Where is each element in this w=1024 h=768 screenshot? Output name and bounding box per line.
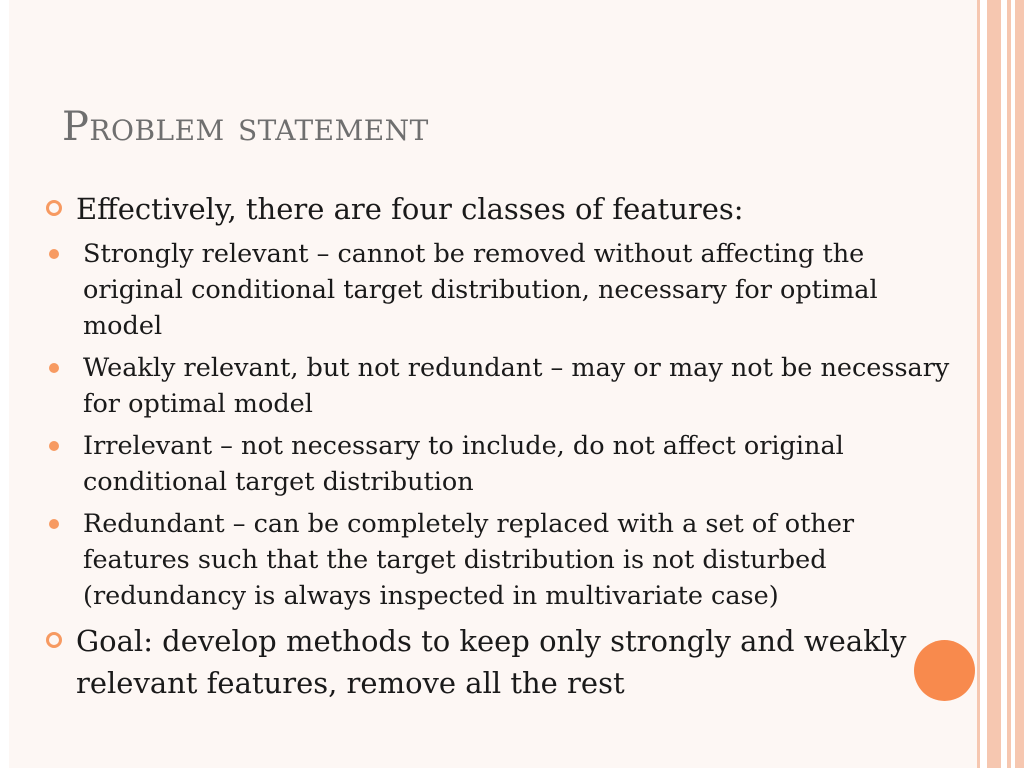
stripe-1	[977, 0, 980, 768]
sub-bullet-item	[42, 236, 952, 344]
slide-title: Problem statement	[62, 104, 429, 150]
sub-bullet-list	[42, 236, 952, 614]
stripe-3	[1007, 0, 1011, 768]
stripe-2	[987, 0, 1001, 768]
dot-bullet-icon	[49, 249, 59, 259]
dot-bullet-icon	[49, 519, 59, 529]
sub-bullet-text: Weakly relevant, but not redundant – may or may not be necessary for optimal model	[83, 353, 950, 419]
sub-bullet-item	[42, 428, 952, 500]
bullet-item	[42, 188, 952, 230]
bullet-item	[42, 620, 952, 704]
sub-bullet-text: Irrelevant – not necessary to include, do not affect original conditional target distribution	[83, 431, 844, 497]
sub-bullet-item	[42, 506, 952, 614]
bullet-text: Effectively, there are four classes of features:	[76, 192, 744, 226]
sub-bullet-item	[42, 350, 952, 422]
slide-content	[42, 188, 952, 704]
sub-bullet-text: Strongly relevant – cannot be removed without affecting the original conditional target distribution, necessary for optimal model	[83, 239, 878, 341]
stripe-4	[1015, 0, 1024, 768]
ring-bullet-icon	[46, 200, 62, 216]
sub-bullet-text: Redundant – can be completely replaced with a set of other features such that the target distribution is not disturbed (redundancy is always inspected in multivariate case)	[83, 509, 855, 611]
dot-bullet-icon	[49, 363, 59, 373]
bullet-text: Goal: develop methods to keep only strongly and weakly relevant features, remove all the rest	[76, 624, 907, 700]
decorative-stripes	[977, 0, 1024, 768]
ring-bullet-icon	[46, 632, 62, 648]
decorative-orange-circle	[914, 640, 975, 701]
dot-bullet-icon	[49, 441, 59, 451]
